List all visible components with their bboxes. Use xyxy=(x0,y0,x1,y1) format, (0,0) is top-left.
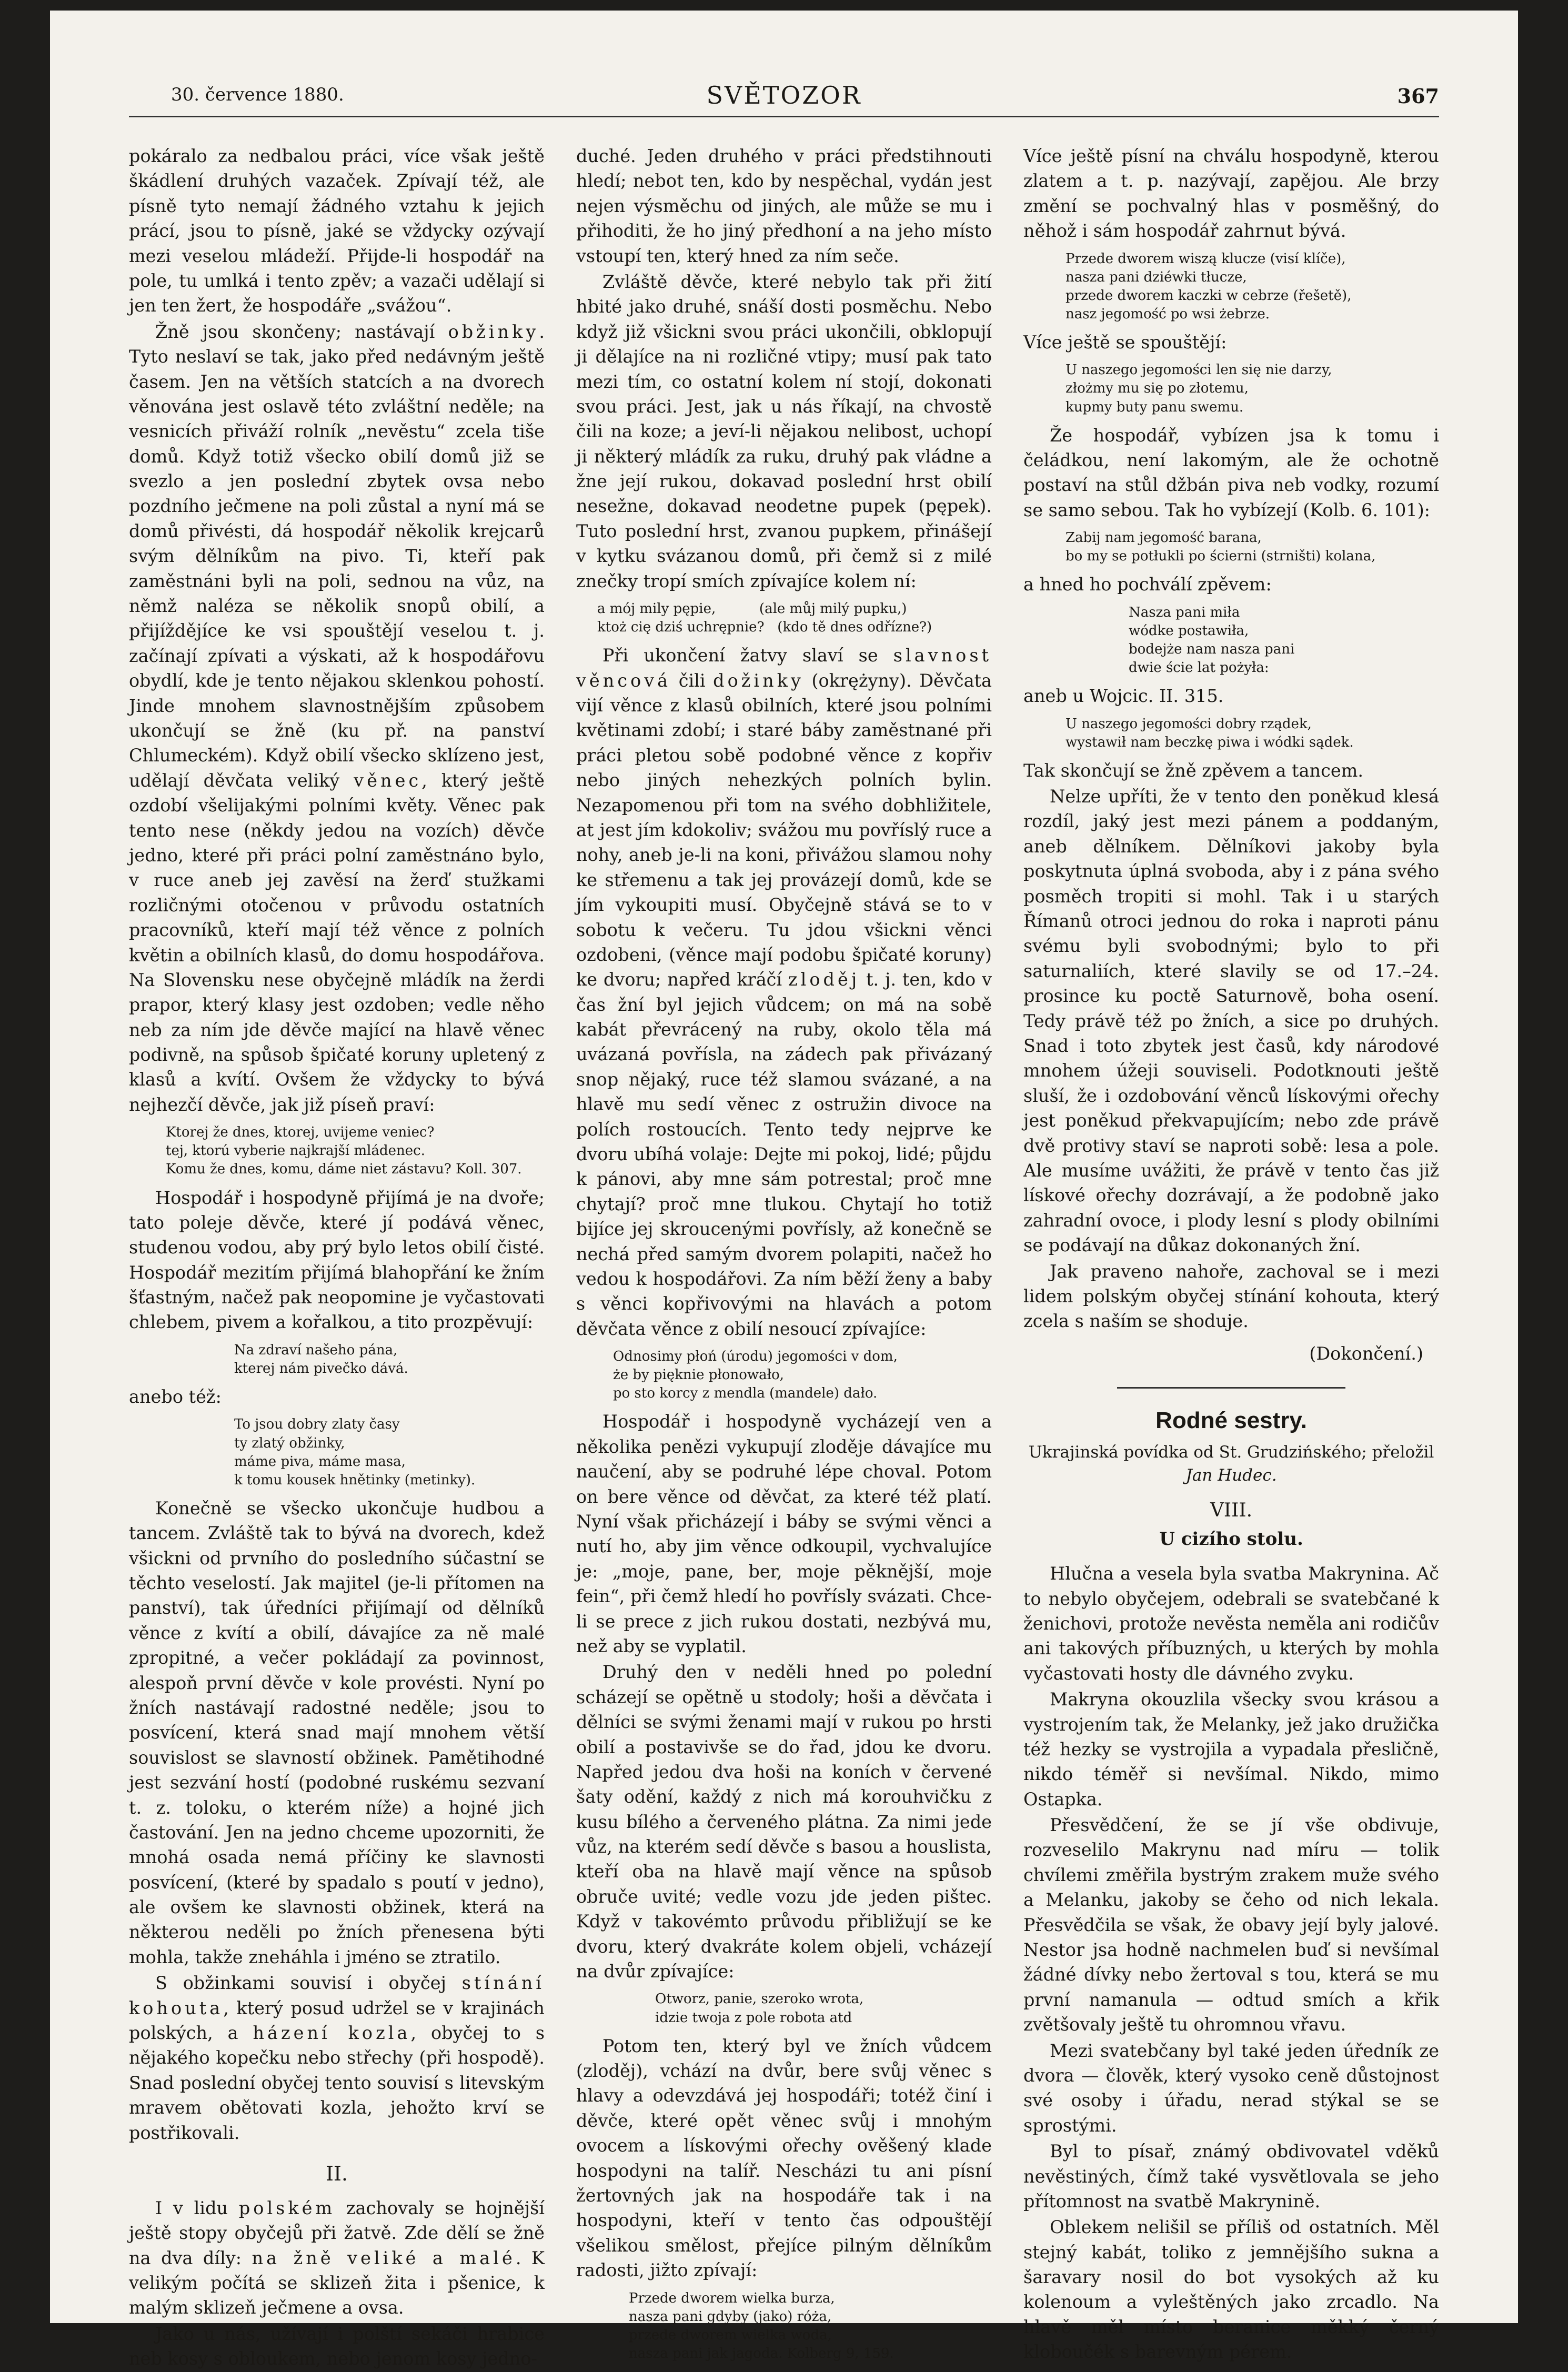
spaced-term: polském xyxy=(238,2197,336,2218)
journal-title: SVĚTOZOR xyxy=(706,81,862,109)
paragraph: Více ještě se spouštějí: xyxy=(1023,331,1227,353)
paragraph: Přesvědčení, že se jí vše obdivuje, rozveselilo Makrynu nad míru — tolik chvílemi změřila bystrým zrakem muže svého a Melanku, jakoby se čeho od nich lekala. Přesvědčila se však, že obavy její byly jalové. Nestor jsa hodně nachmelen buď si nevšímal žádné dívky nebo žertoval s tou, která se mu první namanula — odtud smích a křik zvětšovaly ještě tu ohromnou vřavu. xyxy=(1023,1815,1439,2035)
paragraph: a hned ho pochválí zpěvem: xyxy=(1023,574,1272,595)
paragraph: Jak praveno nahoře, zachoval se i mezi lidem polským obyčej stínání kohouta, který zcela s naším se shoduje. xyxy=(1023,1261,1439,1332)
spaced-term: věnec xyxy=(354,770,422,791)
paragraph: Hospodář i hospodyně vycházejí ven a několika penězi vykupují zloděje dávajíce mu naučení, aby se podruhé lépe choval. Potom on bere věnce od děvčat, za které též platí. Nyní však přicházejí i báby se svými věnci a nutí ho, aby jim věnce odkoupil, vychvalujíce je: „moje, pane, ber, moje pěknější, moje fein“, při čemž hledí ho povřísly svázati. Chce-li se prece z jich rukou dostati, nezbývá mu, než aby se vyplatil. xyxy=(576,1411,992,1656)
verse: a mój mily pępie, (ale můj milý pupku,) ktoż cię dziś uchrępnie? (kdo tě dnes odřízne?) xyxy=(597,601,932,636)
spaced-term: slavnost věncová xyxy=(576,645,992,691)
paragraph: Tak skončují se žně zpěvem a tancem. xyxy=(1023,760,1364,781)
verse: Zabij nam jegomość barana, bo my se potłukli po ścierni (strništi) kolana, xyxy=(1066,530,1376,565)
paragraph: Druhý den v neděli hned po polední scházejí se opětně u stodoly; hoši a děvčata i dělníci se svými ženami mají v rukou po hrsti obilí a postavivše se do řad, jdou ke dvoru. Napřed jedou dva hoši na koních v červené šaty odění, každý z nich má korouhvičku z kusu bílého a červeného plátna. Za nimi jede vůz, na kterém sedí děvče s basou a houslista, kteří oba na hlavě mají věnce na spůsob obruče uvité; vedle vozu jde jeden pištec. Když v takovémto průvodu přibližují se ke dvoru, který dvakráte kolem objeli, vcházejí na dvůr zpívajíce: xyxy=(576,1662,992,1982)
spaced-term: obžinky xyxy=(448,321,539,342)
verse: Ktorej že dnes, ktorej, uvijeme veniec? tej, ktorú vyberie najkrajší mládenec. Komu že dnes, komu, dáme niet zástavu? Koll. 307. xyxy=(166,1124,522,1178)
paragraph: I v lidu polském zachovaly se hojnější ještě stopy obyčejů při žatvě. Zde dělí se žně na dva díly: na žně veliké a malé. K velikým počítá se sklizeň žita i pšenice, k malým sklizeň ječmene a ovsa. xyxy=(129,2197,545,2318)
article-columns xyxy=(129,144,1439,2372)
verse-source: Kolberg 9, 159. xyxy=(787,2345,894,2361)
paragraph: Konečně se všecko ukončuje hudbou a tancem. Zvláště tak to bývá na dvorech, kdež všickni od prvního do posledního súčastní se těchto veselostí. Jak majitel (je-li přítomen na panství), tak úředníci přijímají od dělníků věnce z kvítí a obilí, dávajíce za ně malé zpropitné, a večer pokládají za povinnost, alespoň první děvče v kole provésti. Nyní po žních nastávají radostné neděle; jsou to posvícení, která snad mají mnohem větší souvislost se slavností obžinek. Pamětihodné jest sezvání hostí (podobné ruskému sezvaní t. z. toloku, o kterém níže) a hojné jich častování. Jen na jedno chceme upozorniti, že mnohá osada nemá příčiny ke slavnosti posvícení, (které by spadalo s poutí v jedno), ale ovšem ke slavnosti obžinek, která na některou neděli po žních přenesena býti mohla, takže zneháhla i jméno se ztratilo. xyxy=(129,1497,545,1967)
page-number: 367 xyxy=(1397,84,1439,108)
paragraph: Mezi svatebčany byl také jeden úředník ze dvora — člověk, který vysoko ceně důstojnost své osoby i úřadu, nerad stýkal se se sprostými. xyxy=(1023,2040,1439,2136)
verse: Odnosimy płoń (úrodu) jegomości v dom, że by pięknie płonowało, po sto korcy z mendla (mandele) dało. xyxy=(613,1349,898,1402)
paragraph: Jako u nás, užívají i polští sekáči hrabice neb kosy s obloukem, nebo jenom kosy jedno- xyxy=(129,2323,545,2369)
verse: Przede dworem wiszą klucze (visí klíče), nasza pani dziéwki tłucze, przede dworem kaczki w cebrze (řešetě), nasz jegomość po wsi żebrze. xyxy=(1066,250,1352,322)
paragraph: Zvláště děvče, které nebylo tak při žití hbité jako druhé, snáší dosti posměchu. Nebo když již všickni svou práci ukončili, obklopují ji dělajíce na ni rozličné vtipy; musí pak tato mezi tím, co ostatní kolem ní stojí, dokonati svou práci. Jest, jak u nás říkají, na chvostě čili na koze; a jeví-li nějakou nelibost, uchopí ji některý mládík za ruku, druhý pak vládne a žne její rukou, dokavad poslední hrst obilí nesežne, dokavad neodetne pupek (pępek). Tuto poslední hrst, zvanou pupkem, přinášejí v kytku svázanou domů, při čemž si z milé znečky tropí smích zpívajíce kolem ní: xyxy=(576,271,992,591)
paragraph: Že hospodář, vybízen jsa k tomu i čeládkou, není lakomým, ale že ochotně postaví na stůl džbán piva neb vodky, rozumí se samo sebou. Tak ho vybízejí (Kolb. 6. 101): xyxy=(1023,425,1439,520)
verse: Nasza pani miła wódke postawiła, bodejże nam nasza pani dwie ście lat pożyła: xyxy=(1129,604,1295,676)
spaced-term: stínání kohouta xyxy=(129,1973,545,2018)
spaced-term: na žně veliké a malé xyxy=(252,2247,516,2268)
paragraph: Hlučna a vesela byla svatba Makrynina. Ač to nebylo obyčejem, odebrali se svatebčané k ženichovi, protože nevěsta neměla ani rodičův ani takových příbuzných, u kterých by mohla vyčastovati hosty dle dávného zvyku. xyxy=(1023,1563,1439,1684)
paragraph: Oblekem nelišil se příliš od ostatních. Měl stejný kabát, toliko z jemnějšího sukna a šaravary nosil do bot vysokých až ku kolenoum a vyleštěných jako zrcadlo. Na hlavě měl místo beranice měkký černý kloboučék s barevným pérem. xyxy=(1023,2217,1439,2363)
paragraph: Potom ten, který byl ve žních vůdcem (zloděj), vchází na dvůr, bere svůj věnec s hlavy a odevzdává jej hospodáři; totéž činí i děvče, které opět věnec svůj i mnohým ovocem a lískovými ořechy ověšený klade hospodyni na talíř. Nescházi tu ani písní žertovných jak na hospodáře tak i na hospodyni, kteří v tento čas odpouštějí všelikou smělost, přejíce pilným dělníkům radosti, jižto zpívají: xyxy=(576,2035,992,2281)
newspaper-page xyxy=(50,11,1518,2369)
verse: To jsou dobry zlaty časy ty zlatý obžinky, máme piva, máme masa, k tomu kousek hnětinky (metinky). xyxy=(234,1416,476,1488)
article-byline: Ukrajinská povídka od St. Grudzińského; přeložil Jan Hudec. xyxy=(1028,1443,1434,1485)
column-1 xyxy=(129,144,545,2372)
divider xyxy=(1117,1387,1346,1389)
verse: U naszego jegomości dobry rządek, wystawił nam beczkę piwa i wódki sądek. xyxy=(1066,716,1354,750)
column-2 xyxy=(576,144,992,2372)
verse: Otworz, panie, szeroko wrota, idzie twoja z pole robota atd xyxy=(655,1991,864,2026)
paragraph: duché. Jeden druhého v práci předstihnouti hledí; nebot ten, kdo by nespěchal, vydán jest nejen výsměchu od jiných, ale může se mu i přihoditi, že ho jiný předhoní a na jeho místo vstoupí ten, který hned za ním seče. xyxy=(576,146,992,266)
spaced-term: házení kozla xyxy=(253,2023,411,2044)
column-3 xyxy=(1023,144,1439,2372)
paragraph: Nelze upříti, že v tento den poněkud klesá rozdíl, jaký jest mezi pánem a poddaným, aneb dělníkem. Dělníkovi jakoby byla poskytnuta úplná svoboda, aby i z pána svého posměch tropiti si mohl. Tak i u starých Římanů otroci jednou do roka i naproti pánu svému byli svobodnými; bylo to při saturnaliích, které slavily se od 17.–24. prosince ku poctě Saturnově, boha osení. Tedy právě též po žních, a sice po druhých. Snad i toto zbytek jest časů, kdy národové mnohem úžeji souviseli. Podotknouti ještě sluší, že i ozdobování věnců lískovými ořechy jest poněkud překvapujícím; nebo zde právě dvě protivy staví se naproti sobě: lesa a pole. Ale musíme uvážiti, že právě v tento čas již lískové ořechy dozrávají, a že podobně jako zahradní ovoce, i plody lesní s plody obilními se podávají na důkaz dokonaných žní. xyxy=(1023,786,1439,1256)
issue-date: 30. července 1880. xyxy=(171,84,344,105)
section-number: II. xyxy=(325,2162,348,2185)
verse: Przede dworem wielka burza, nasza pani gdyby (jako) róża, przede dworem wielka woda, nasza pani jak jagoda. Kolberg 9, 159. xyxy=(629,2290,894,2361)
verse: U naszego jegomości len się nie darzy, złożmy mu się po złotemu, kupmy buty panu swemu. xyxy=(1066,362,1332,415)
page-header xyxy=(129,81,1439,117)
spaced-term: dožinky xyxy=(713,670,804,691)
paragraph: pokáralo za nedbalou práci, více však ještě škádlení druhých vazaček. Zpívají též, ale písně tyto nemají žádného vztahu k jejich prácí, jsou to písně, jaké se vždycky ozývají mezi veselou mládeží. Přijde-li hospodář na pole, tu umlká i tento zpěv; a vazači udělají si jen ten žert, že hospodáře „svážou“. xyxy=(129,146,545,316)
paragraph: Žně jsou skončeny; nastávají obžinky. Tyto neslaví se tak, jako před nedávným ještě časem. Jen na větších statcích a na dvorech věnována jest oslavě této zvláštní neděle; na vesnicích přiváží rolník „nevěstu“ zcela tiše domů. Když totiž všecko obilí domů již se svezlo a jen poslední zbytek ovsa nebo pozdního ječmene na poli zůstal a nyní má se domů přivésti, dá hospodář několik krejcarů svým dělníkům na pivo. Ti, kteří pak zaměstnáni byli na poli, sednou na vůz, na němž naléza se několik snopů obilí, a přijíždějíce ke vsi spouštějí veselou t. j. začínají zpívati a výskati, až k hospodářovu obydlí, kde je tento nějakou sklenkou pohostí. Jinde mnohem slavnostnějším způsobem ukončují se žně (ku př. na panství Chlumeckém). Když obilí všecko sklízeno jest, udělají děvčata veliký věnec, který ještě ozdobí všelijakými polními květy. Věnec pak tento nese (někdy jedou na vozích) děvče jedno, které při práci polní zaměstnáno bylo, v ruce aneb jej zavěsí na žerď stužkami rozličnými otočenou v průvodu ostatních pracovníků, kteří mají též věnce z polních květin a obilních klasů, do domu hospodářova. Na Slovensku nese obyčejně mládík na žerdi prapor, který klasy jest ozdoben; vedle něho neb za ním jde děvče mající na hlavě věnec podivně, na spůsob špičaté koruny upletený z klasů a kvítí. Ovšem že vždycky to bývá nejhezčí děvče, jak již píseň praví: xyxy=(129,321,545,1115)
chapter-title: U cizího stolu. xyxy=(1159,1529,1303,1550)
spaced-term: zloděj xyxy=(788,969,860,990)
verse-source: Koll. 307. xyxy=(456,1161,522,1178)
verse: Na zdraví našeho pána, kterej nám pivečko dává. xyxy=(234,1342,408,1376)
paragraph: Při ukončení žatvy slaví se slavnost věncová čili dožinky (okrężyny). Děvčata vijí věnce z klasů obilních, které jsou polními květinami zdobí; i staré báby zaměstnané při práci pletou sobě podobné věnce z kopřiv nebo jiných nehezkých polních bylin. Nezapomenou při tom na svého dobhližitele, at jest jím kdokoliv; svážou mu povříslý ruce a nohy, aneb je-li na koni, přivážou slamou nohy ke střemenu a tak jej provázejí domů, kde se jím vykoupiti musí. Obyčejně stává se to v sobotu k večeru. Tu jdou všickni věnci ozdobeni, (věnce mají podobu špičaté koruny) ke dvoru; napřed kráčí zloděj t. j. ten, kdo v čas žní byl jejich vůdcem; on má na sobě kabát převrácený na ruby, okolo těla má uvázaná povřísla, na zádech pak přivázaný snop nějaký, ruce též slamou svázané, a na hlavě mu sedí věnec z ostružin divoce na polích rostoucích. Tento tedy nejprve ke dvoru ubíhá volaje: Dejte mi pokoj, lidé; půjdu k pánovi, aby mne sám potrestal; proč mne chytají? proč mne tlukou. Chytají ho totiž bijíce jej skroucenými povřísly, až konečně se nechá před samým dvorem polapiti, načež ho vedou k hospodářovi. Za ním běží ženy a baby s věnci kopřivovými na hlavách a potom děvčata věnce z obilí nesoucí zpívajíce: xyxy=(576,645,992,1339)
chapter-number: VIII. xyxy=(1210,1500,1253,1522)
paragraph: aneb u Wojcic. II. 315. xyxy=(1023,686,1224,707)
paragraph: S obžinkami souvisí i obyčej stínání kohouta, který posud udržel se v krajinách polských, a házení kozla, obyčej to s nějakého kopečku nebo střechy (při hospodě). Snad poslední obyčej tento souvisí s litevským mravem obětovati kozla, jehožto krví se postřikovali. xyxy=(129,1973,545,2143)
paragraph: Více ještě písní na chválu hospodyně, kterou zlatem a t. p. nazývají, zapějou. Ale brzy změní se pochvalný hlas v posměšný, do něhož i sám hospodář zahrnut bývá. xyxy=(1023,146,1439,242)
paragraph: anebo též: xyxy=(129,1386,222,1408)
paragraph: Hospodář i hospodyně přijímá je na dvoře; tato poleje děvče, které jí podává věnec, studenou vodou, aby prý bylo letos obilí čisté. Hospodář mezitím přijímá blahopřání ke žním šťastným, načež pak neopomine je vyčastovati chlebem, pivem a kořalkou, a tito prozpěvují: xyxy=(129,1187,545,1333)
continued-note: (Dokončení.) xyxy=(1309,1343,1423,1364)
article-title: Rodné sestry. xyxy=(1155,1408,1307,1434)
paragraph: Byl to písař, známý obdivovatel vděků nevěstiných, čímž také vysvětlovala se jeho přítomnost na svatbě Makrynině. xyxy=(1023,2141,1439,2212)
paragraph: Makryna okouzlila všecky svou krásou a vystrojením tak, že Melanky, jež jako družička též hezky se vystrojila a vypadala přesličně, nikdo téměř si nevšímal. Nikdo, mimo Ostapka. xyxy=(1023,1689,1439,1810)
